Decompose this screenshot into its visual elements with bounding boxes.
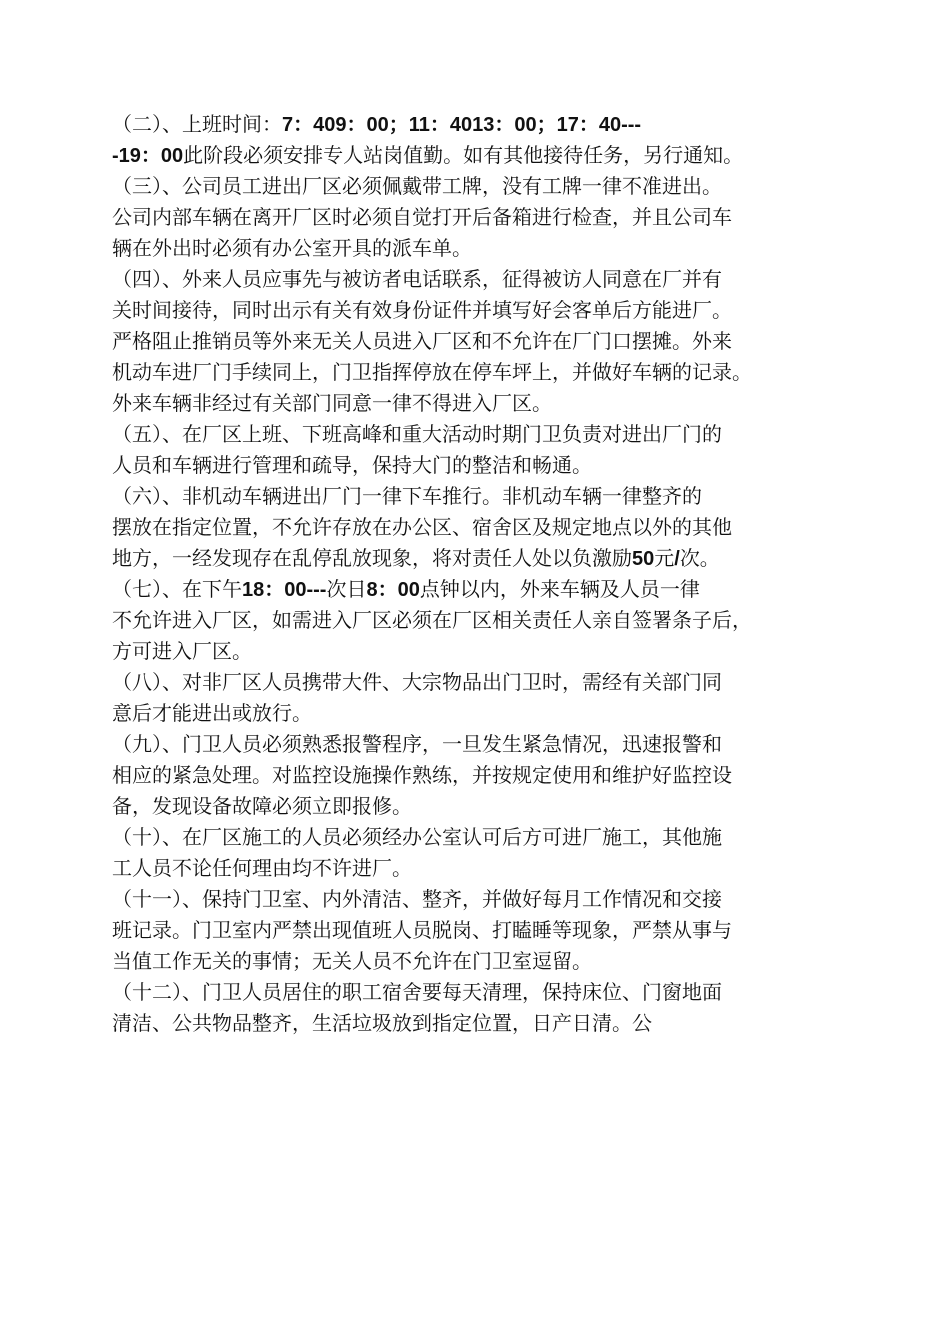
- text-line: [112, 636, 852, 667]
- text-line: [112, 171, 852, 202]
- text-line: [112, 450, 852, 481]
- text-segment: （十一）、保持门卫室、内外清洁、整齐，并做好每月工作情况和交接: [112, 887, 722, 911]
- text-segment: （九）、门卫人员必须熟悉报警程序，一旦发生紧急情况，迅速报警和: [112, 732, 722, 756]
- text-segment-bold: 8：00: [366, 579, 420, 601]
- text-segment: 当值工作无关的事情；无关人员不允许在门卫室逗留。: [112, 949, 592, 973]
- text-line: [112, 326, 852, 357]
- text-line: [112, 977, 852, 1008]
- text-line: [112, 512, 852, 543]
- text-segment-bold: -19：00: [112, 145, 184, 167]
- text-segment: 清洁、公共物品整齐，生活垃圾放到指定位置，日产日清。公: [112, 1011, 652, 1035]
- text-line: [112, 760, 852, 791]
- text-line: [112, 295, 852, 326]
- text-line: [112, 946, 852, 977]
- text-segment: （七）、在下午: [112, 577, 242, 601]
- text-segment-bold: 50: [632, 548, 655, 570]
- text-line: [112, 884, 852, 915]
- text-line: [112, 202, 852, 233]
- text-segment: 辆在外出时必须有办公室开具的派车单。: [112, 236, 472, 260]
- text-segment-bold: 18：00---: [242, 579, 327, 601]
- text-line: [112, 264, 852, 295]
- text-segment: 公司内部车辆在离开厂区时必须自觉打开后备箱进行检查，并且公司车: [112, 205, 732, 229]
- text-segment: 关时间接待，同时出示有关有效身份证件并填写好会客单后方能进厂。: [112, 298, 732, 322]
- text-segment: 元: [654, 546, 675, 570]
- text-segment: 摆放在指定位置，不允许存放在办公区、宿舍区及规定地点以外的其他: [112, 515, 732, 539]
- text-segment: （六）、非机动车辆进出厂门一律下车推行。非机动车辆一律整齐的: [112, 484, 702, 508]
- text-line: [112, 574, 852, 605]
- text-line: [112, 419, 852, 450]
- text-segment: 相应的紧急处理。对监控设施操作熟练，并按规定使用和维护好监控设: [112, 763, 732, 787]
- text-segment: 点钟以内，外来车辆及人员一律: [419, 577, 700, 601]
- text-line: [112, 543, 852, 574]
- text-segment: 人员和车辆进行管理和疏导，保持大门的整洁和畅通。: [112, 453, 592, 477]
- text-line: [112, 481, 852, 512]
- text-line: [112, 388, 852, 419]
- text-segment: （五）、在厂区上班、下班高峰和重大活动时期门卫负责对进出厂门的: [112, 422, 722, 446]
- text-segment-bold: /: [674, 548, 680, 570]
- text-segment: 次。: [679, 546, 720, 570]
- text-segment: 工人员不论任何理由均不许进厂。: [112, 856, 412, 880]
- text-line: [112, 140, 852, 171]
- text-segment: 机动车进厂门手续同上，门卫指挥停放在停车坪上，并做好车辆的记录。: [112, 360, 752, 384]
- text-line: [112, 822, 852, 853]
- text-segment: 严格阻止推销员等外来无关人员进入厂区和不允许在厂门口摆摊。外来: [112, 329, 732, 353]
- text-segment: 外来车辆非经过有关部门同意一律不得进入厂区。: [112, 391, 552, 415]
- text-line: [112, 357, 852, 388]
- text-segment: （四）、外来人员应事先与被访者电话联系，征得被访人同意在厂并有: [112, 267, 722, 291]
- text-segment: 方可进入厂区。: [112, 639, 252, 663]
- text-segment: 班记录。门卫室内严禁出现值班人员脱岗、打瞌睡等现象，严禁从事与: [112, 918, 732, 942]
- text-segment: （十二）、门卫人员居住的职工宿舍要每天清理，保持床位、门窗地面: [112, 980, 722, 1004]
- text-line: [112, 605, 852, 636]
- text-segment: （十）、在厂区施工的人员必须经办公室认可后方可进厂施工，其他施: [112, 825, 722, 849]
- text-line: [112, 667, 852, 698]
- text-segment-bold: 7：409：00；11：4013：00；17：40---: [282, 114, 642, 136]
- text-segment: 此阶段必须安排专人站岗值勤。如有其他接待任务，另行通知。: [183, 143, 744, 167]
- text-segment: 地方，一经发现存在乱停乱放现象，将对责任人处以负激励: [112, 546, 632, 570]
- text-line: [112, 698, 852, 729]
- text-segment: 不允许进入厂区，如需进入厂区必须在厂区相关责任人亲自签署条子后，: [112, 608, 752, 632]
- text-segment: 意后才能进出或放行。: [112, 701, 312, 725]
- text-line: [112, 729, 852, 760]
- text-line: [112, 791, 852, 822]
- text-segment: 次日: [326, 577, 367, 601]
- text-line: [112, 109, 852, 140]
- text-segment: 备，发现设备故障必须立即报修。: [112, 794, 412, 818]
- text-segment: （二）、上班时间：: [112, 112, 282, 136]
- text-segment: （三）、公司员工进出厂区必须佩戴带工牌，没有工牌一律不准进出。: [112, 174, 722, 198]
- text-line: [112, 233, 852, 264]
- text-line: [112, 1008, 852, 1039]
- text-segment: （八）、对非厂区人员携带大件、大宗物品出门卫时，需经有关部门同: [112, 670, 722, 694]
- document-body: [112, 109, 852, 1039]
- text-line: [112, 853, 852, 884]
- text-line: [112, 915, 852, 946]
